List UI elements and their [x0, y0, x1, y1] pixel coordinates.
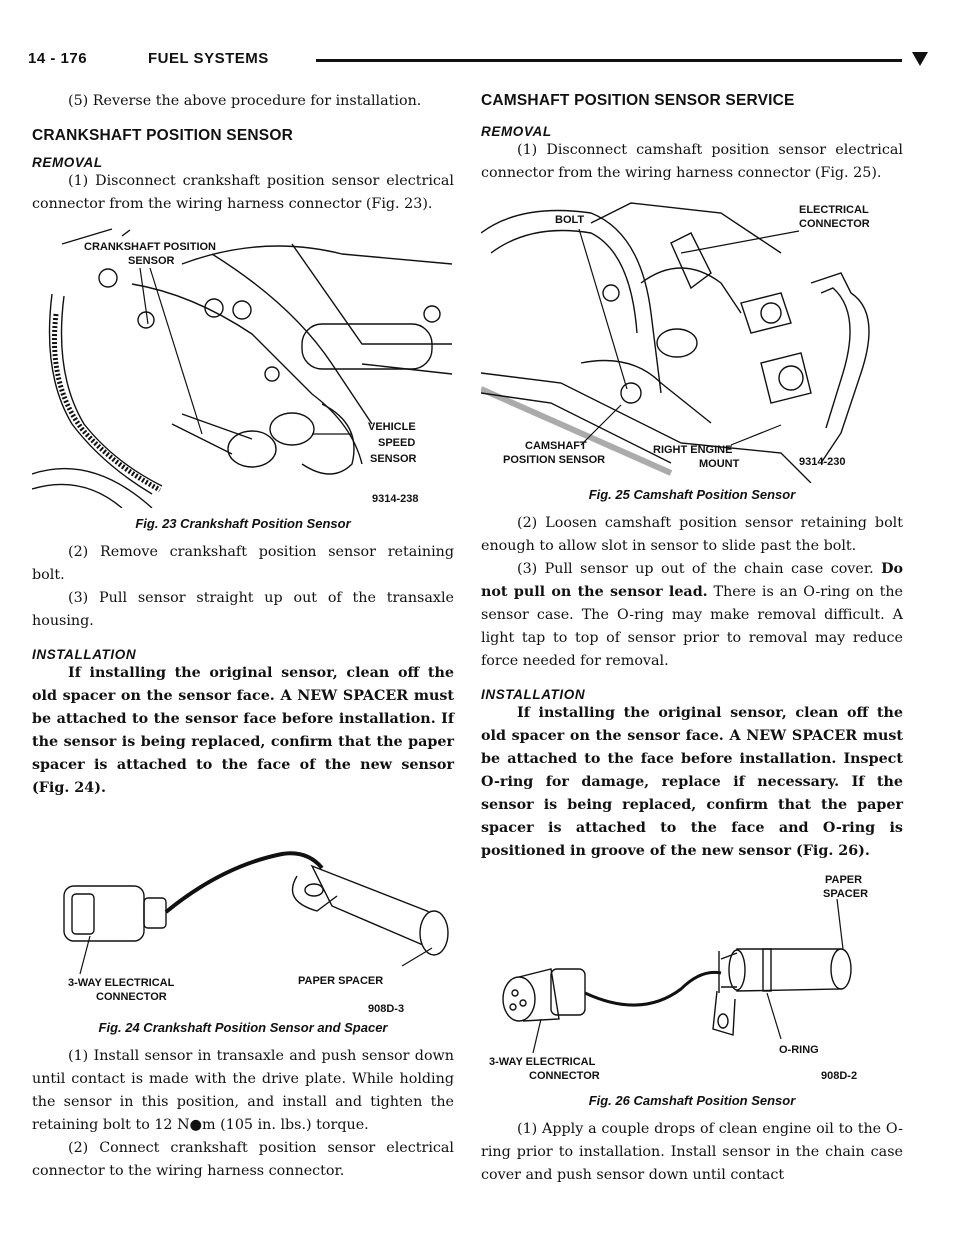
label-vehicle-speed-sensor: SPEED	[378, 437, 416, 449]
paragraph: (2) Remove crankshaft position sensor retaining bolt.	[32, 544, 454, 583]
chrysler-pentastar-icon	[912, 52, 928, 66]
label-vehicle-speed-sensor: VEHICLE	[368, 421, 416, 433]
warning-paragraph: If installing the original sensor, clean off the old spacer on the sensor face. A NEW SPACER must be attached to the sensor face before installation. If the sensor is being replaced, confirm that the paper spacer is attached to the face of the new sensor (Fig. 24).	[32, 665, 454, 796]
label-crankshaft-position-sensor: SENSOR	[128, 255, 175, 267]
left-column	[32, 90, 454, 1183]
label-o-ring: O-RING	[779, 1044, 819, 1056]
paragraph: (5) Reverse the above procedure for installation.	[68, 93, 422, 109]
header-rule	[316, 59, 902, 62]
label-3-way-connector: CONNECTOR	[96, 991, 167, 1003]
camshaft-sensor-illustration	[481, 193, 903, 483]
warning-paragraph: If installing the original sensor, clean off the old spacer on the sensor face. A NEW SPACER must be attached to the face before installation. Inspect O-ring for damage, replace if necessary. If the sensor is being replaced, confirm that the paper spacer is attached to the face and O-ring is positioned in groove of the new sensor (Fig. 26).	[481, 705, 903, 859]
label-right-engine-mount: RIGHT ENGINE	[653, 444, 733, 456]
label-3-way-connector: 3-WAY ELECTRICAL	[489, 1056, 596, 1068]
label-camshaft-position-sensor: POSITION SENSOR	[503, 454, 606, 466]
label-camshaft-position-sensor: CAMSHAFT	[525, 440, 587, 452]
label-paper-spacer: SPACER	[823, 888, 869, 900]
subsection-heading: INSTALLATION	[481, 687, 586, 702]
crankshaft-sensor-spacer-illustration	[32, 806, 454, 1016]
label-vehicle-speed-sensor: SENSOR	[370, 453, 417, 465]
paragraph: (1) Disconnect camshaft position sensor electrical connector from the wiring harness connector (Fig. 25).	[481, 142, 903, 181]
subsection-heading: INSTALLATION	[32, 647, 137, 662]
label-bolt: BOLT	[555, 214, 585, 226]
figure-26	[481, 869, 903, 1108]
label-right-engine-mount: MOUNT	[699, 458, 740, 470]
subsection-heading: REMOVAL	[32, 155, 103, 170]
label-3-way-connector: CONNECTOR	[529, 1070, 600, 1082]
figure-code: 9314-238	[372, 493, 419, 505]
figure-code: 908D-2	[821, 1070, 858, 1082]
figure-caption: Fig. 25 Camshaft Position Sensor	[588, 487, 796, 502]
right-column	[481, 90, 903, 1187]
paragraph: (2) Connect crankshaft position sensor electrical connector to the wiring harness connector.	[32, 1140, 454, 1179]
paragraph: (3) Pull sensor straight up out of the transaxle housing.	[32, 590, 454, 629]
figure-caption: Fig. 26 Camshaft Position Sensor	[588, 1093, 796, 1108]
figure-code: 908D-3	[368, 1003, 405, 1015]
section-title: FUEL SYSTEMS	[148, 50, 269, 67]
paragraph: (2) Loosen camshaft position sensor retaining bolt enough to allow slot in sensor to slide past the bolt.	[481, 515, 903, 554]
paragraph: (1) Disconnect crankshaft position sensor electrical connector from the wiring harness connector (Fig. 23).	[32, 173, 454, 212]
figure-caption: Fig. 24 Crankshaft Position Sensor and Spacer	[98, 1020, 388, 1035]
page-number: 14 - 176	[28, 50, 88, 67]
figure-25	[481, 193, 903, 502]
figure-24	[32, 806, 454, 1035]
warning-inline: Do not pull on the sensor lead.	[481, 561, 904, 600]
crankshaft-sensor-illustration	[32, 224, 454, 508]
page-header	[28, 50, 928, 76]
label-electrical-connector: ELECTRICAL	[799, 204, 869, 216]
figure-23	[32, 224, 454, 531]
label-crankshaft-position-sensor: CRANKSHAFT POSITION	[84, 241, 216, 253]
camshaft-sensor-oring-illustration	[481, 869, 903, 1089]
label-3-way-connector: 3-WAY ELECTRICAL	[68, 977, 175, 989]
label-electrical-connector: CONNECTOR	[799, 218, 870, 230]
paragraph: (1) Install sensor in transaxle and push sensor down until contact is made with the drive plate. While holding the sensor in this position, and install and tighten the retaining bolt to 12 N●m (105 in. lbs.) torque.	[32, 1048, 454, 1133]
paragraph: (1) Apply a couple drops of clean engine oil to the O-ring prior to installation. Install sensor in the chain case cover and push sensor down until contact	[481, 1121, 903, 1183]
section-heading: CAMSHAFT POSITION SENSOR SERVICE	[481, 92, 795, 109]
label-paper-spacer: PAPER	[825, 874, 863, 886]
label-paper-spacer: PAPER SPACER	[298, 975, 384, 987]
figure-caption: Fig. 23 Crankshaft Position Sensor	[135, 516, 351, 531]
section-heading: CRANKSHAFT POSITION SENSOR	[32, 127, 293, 144]
paragraph: (3) Pull sensor up out of the chain case cover. Do not pull on the sensor lead. There is an O-ring on the sensor case. The O-ring may make removal difficult. A light tap to top of sensor prior to removal may reduce force needed for removal.	[481, 561, 904, 669]
figure-code: 9314-230	[799, 456, 846, 468]
subsection-heading: REMOVAL	[481, 124, 552, 139]
